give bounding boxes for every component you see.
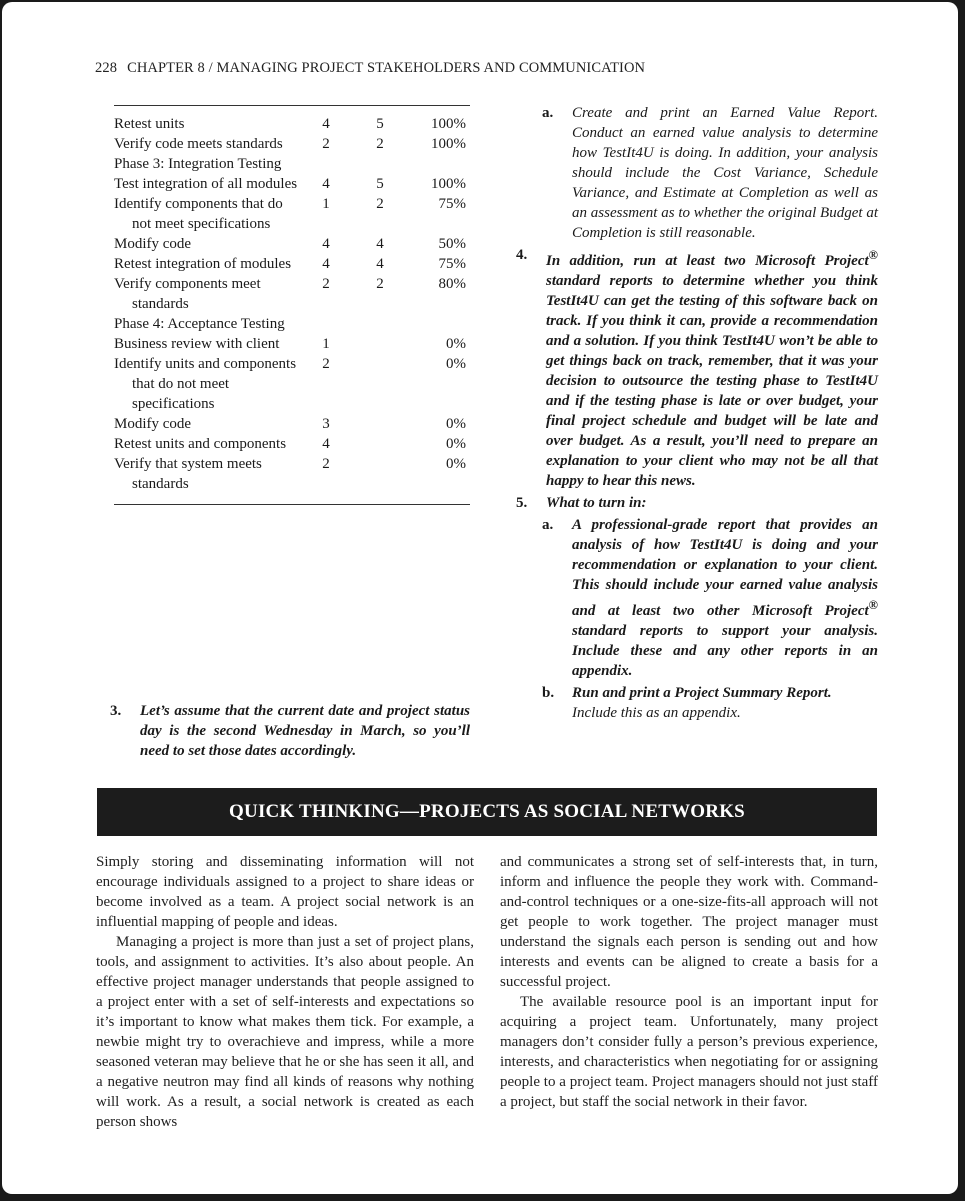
registered-mark: ® xyxy=(868,248,878,262)
body-column-right xyxy=(500,852,878,1112)
sub-item-b-summary xyxy=(542,683,878,723)
sub-item-text: Create and print an Earned Value Report. Conduct an earned value analysis to determine how TestIt4U is doing. In addition, your analysis should include the Cost Variance, Schedule Variance, and Estimate at Completion as well as an assessment as to whether the original Budget at Completion is still reasonable. xyxy=(572,105,878,241)
task-name-cell: Identify units and components that do not meet specifications xyxy=(114,356,297,412)
value-cell-b: 2 xyxy=(376,276,384,292)
list-item-3 xyxy=(110,701,470,761)
value-cell-a: 4 xyxy=(322,176,330,192)
task-name-cell: Business review with client xyxy=(114,336,280,352)
percent-complete-cell: 0% xyxy=(446,456,466,472)
list-item-text: Let’s assume that the current date and project status day is the second Wednesday in March, so you’ll need to set those dates accordingly. xyxy=(140,703,470,759)
task-name-cell: Verify code meets standards xyxy=(114,136,283,152)
registered-mark: ® xyxy=(868,598,878,612)
sub-item-a-report xyxy=(542,515,878,681)
percent-complete-cell: 0% xyxy=(446,356,466,372)
percent-complete-cell: 80% xyxy=(438,276,466,292)
task-name-cell: Modify code xyxy=(114,416,192,432)
text-part: Include this as an appendix. xyxy=(572,705,741,721)
exercise-list-right xyxy=(516,103,878,725)
sub-item-label: b. xyxy=(542,685,555,701)
paragraph: Simply storing and disseminating information will not encourage individuals assigned to a project to share ideas or become involved as a team. A project social network is an influential mapping of people and ideas. xyxy=(96,854,474,930)
value-cell-a: 4 xyxy=(322,236,330,252)
task-name-cell: Identify components that do not meet specifications xyxy=(114,196,283,232)
sub-item-text xyxy=(572,515,878,681)
text-part: Run and print a Project Summary Report. xyxy=(572,685,832,701)
value-cell-b: 2 xyxy=(376,196,384,212)
task-name-cell: Verify that system meets standards xyxy=(114,456,262,492)
value-cell-a: 4 xyxy=(322,256,330,272)
value-cell-a: 2 xyxy=(322,136,330,152)
list-number: 3. xyxy=(110,703,122,719)
value-cell-b: 5 xyxy=(376,116,384,132)
table-row xyxy=(114,114,470,134)
value-cell-a: 1 xyxy=(322,196,330,212)
value-cell-b: 4 xyxy=(376,256,384,272)
list-item-4 xyxy=(516,245,878,491)
list-item-text xyxy=(546,245,878,491)
text-part: standard reports to determine whether you think TestIt4U can get the testing of this software back on track. If you think it can, provide a recommendation and a solution. If you think TestIt4U won’t be able to get things back on track, remember, that it was your decision to outsource the testing phase to TestIt4U and if the testing phase is late or over budget, your final project schedule and budget will be late and over budget. As a result, you’ll need to prepare an explanation to your client who may not be all that happy to hear this news. xyxy=(546,273,878,489)
percent-complete-cell: 100% xyxy=(431,176,466,192)
running-title: CHAPTER 8 / MANAGING PROJECT STAKEHOLDERS AND COMMUNICATION xyxy=(127,60,646,76)
percent-complete-cell: 50% xyxy=(438,236,466,252)
percent-complete-cell: 75% xyxy=(438,256,466,272)
section-banner xyxy=(97,788,877,836)
table-row xyxy=(114,254,470,274)
list-number: 5. xyxy=(516,495,528,511)
task-name-cell: Test integration of all modules xyxy=(114,176,298,192)
sub-item-label: a. xyxy=(542,105,554,121)
table-row xyxy=(114,354,470,414)
table-row xyxy=(114,414,470,434)
list-item-5 xyxy=(516,493,878,513)
table-row xyxy=(114,334,470,354)
paragraph: Managing a project is more than just a set of project plans, tools, and assignment to activities. It’s also about people. An effective project manager understands that people assigned to a project enter with a set of self-interests and expectations so it’s important to know what makes them tick. For example, a newbie might try to overachieve and impress, while a more seasoned veteran may believe that he or she has seen it all, and a negative neutron may find all kinds of reasons why nothing will work. As a result, a social network is created as each person shows xyxy=(96,934,474,1130)
value-cell-a: 1 xyxy=(322,336,330,352)
value-cell-a: 3 xyxy=(322,416,330,432)
table-row xyxy=(114,174,470,194)
list-item-text: What to turn in: xyxy=(546,495,647,511)
list-number: 4. xyxy=(516,247,528,263)
task-name-cell: Verify components meet standards xyxy=(114,276,261,312)
running-header xyxy=(95,60,645,77)
value-cell-b: 2 xyxy=(376,136,384,152)
value-cell-a: 2 xyxy=(322,276,330,292)
table-row xyxy=(114,234,470,254)
body-column-left xyxy=(96,852,474,1132)
paragraph: and communicates a strong set of self-interests that, in turn, inform and influence the people they work with. Command-and-control techniques or a one-size-fits-all approach will not get people to work together. The project manager must understand the signals each person is sending out and how interests and events can be aligned to create a basis for a successful project. xyxy=(500,854,878,990)
text-part: standard reports to support your analysis. Include these and any other reports in an appendix. xyxy=(572,623,878,679)
task-name-cell: Phase 3: Integration Testing xyxy=(114,156,282,172)
table-row xyxy=(114,154,470,174)
value-cell-a: 4 xyxy=(322,436,330,452)
paragraph: The available resource pool is an important input for acquiring a project team. Unfortunately, many project managers don’t consider fully a person’s previous experience, interests, and characteristics when negotiating for or assigning people to a project team. Project managers should not just staff a project, but staff the social network in their favor. xyxy=(500,994,878,1110)
percent-complete-cell: 100% xyxy=(431,116,466,132)
value-cell-a: 2 xyxy=(322,456,330,472)
sub-item-a-earned-value xyxy=(542,103,878,243)
task-table xyxy=(114,105,470,505)
sub-item-text xyxy=(572,683,878,723)
table-row xyxy=(114,434,470,454)
value-cell-b: 5 xyxy=(376,176,384,192)
table-row xyxy=(114,274,470,314)
percent-complete-cell: 100% xyxy=(431,136,466,152)
percent-complete-cell: 0% xyxy=(446,416,466,432)
task-name-cell: Retest units xyxy=(114,116,185,132)
value-cell-b: 4 xyxy=(376,236,384,252)
percent-complete-cell: 0% xyxy=(446,436,466,452)
task-name-cell: Phase 4: Acceptance Testing xyxy=(114,316,285,332)
text-part: In addition, run at least two Microsoft Project xyxy=(546,253,869,269)
task-name-cell: Retest units and components xyxy=(114,436,287,452)
table-row xyxy=(114,314,470,334)
book-page xyxy=(2,2,958,1194)
table-row xyxy=(114,194,470,234)
task-name-cell: Retest integration of modules xyxy=(114,256,292,272)
table-row xyxy=(114,134,470,154)
value-cell-a: 2 xyxy=(322,356,330,372)
value-cell-a: 4 xyxy=(322,116,330,132)
page-number: 228 xyxy=(95,60,118,76)
percent-complete-cell: 0% xyxy=(446,336,466,352)
text-part: A professional-grade report that provides an analysis of how TestIt4U is doing and your recommendation or explanation to your client. This should include your earned value analysis and at least two other Microsoft Project xyxy=(572,517,878,619)
percent-complete-cell: 75% xyxy=(438,196,466,212)
sub-item-label: a. xyxy=(542,517,554,533)
task-name-cell: Modify code xyxy=(114,236,192,252)
table-row xyxy=(114,454,470,494)
banner-title: QUICK THINKING—PROJECTS AS SOCIAL NETWORKS xyxy=(229,801,745,822)
